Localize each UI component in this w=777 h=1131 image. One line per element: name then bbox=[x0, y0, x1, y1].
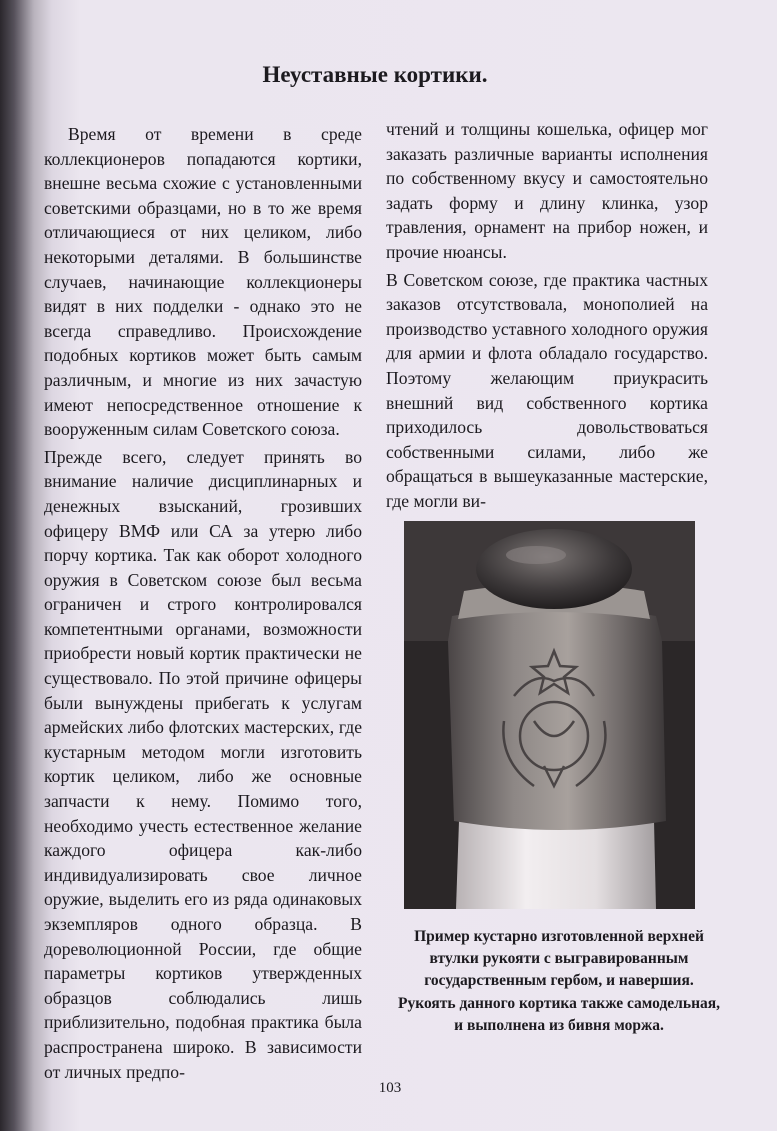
paragraph: чтений и толщины кошелька, офицер мог заказать различные варианты исполнения по собственному вкусу и самостоятельно задать форму и длину клинка, узор травления, орнамент на прибор ножен, и прочие нюансы. bbox=[386, 119, 708, 262]
right-text-column bbox=[386, 117, 708, 514]
left-text-column bbox=[44, 122, 362, 1084]
paragraph: В Советском союзе, где практика частных заказов отсутствовала, монополией на производство уставного холодного оружия для армии и флота обладало государство. Поэтому желающим приукрасить внешний вид собственного кортика приходилось довольствоваться собственными силами, либо же обращаться в вышеуказанные мастерские, где могли ви- bbox=[386, 269, 708, 511]
paragraph: Время от времени в среде коллекционеров попадаются кортики, внешне весьма схожие с установленными советскими образцами, но в то же время отличающиеся от них целиком, либо некоторыми деталями. В большинстве случаев, начинающие коллекционеры видят в них подделки - однако это не всегда справедливо. Происхождение подобных кортиков может быть самым различным, и многие из них зачастую имеют непосредственное отношение к вооруженным силам Советского союза. bbox=[44, 124, 362, 440]
page-number: 103 bbox=[378, 1080, 402, 1096]
paragraph: Прежде всего, следует принять во внимание наличие дисциплинарных и денежных взысканий, грозивших офицеру ВМФ или СА за утерю либо порчу кортика. Так как оборот холодного оружия в Советском союзе был весьма ограничен и строго контролировался компетентными органами, возможности приобрести новый кортик практически не существовало. По этой причине офицеры были вынуждены прибегать к услугам армейских либо флотских мастерских, где кустарным методом могли изготовить кортик целиком, либо же основные запчасти к нему. Помимо того, необходимо учесть естественное желание каждого офицера как-либо индивидуализировать свое личное оружие, выделить его из ряда одинаковых экземпляров одного образца. В дореволюционной России, где общие параметры кортиков утвержденных образцов соблюдались лишь приблизительно, подобная практика была распространена широко. В зависимости от личных предпо- bbox=[44, 446, 362, 1082]
page-title: Неуставные кортики. bbox=[262, 62, 488, 87]
dirk-handle-illustration bbox=[404, 521, 695, 909]
figure-caption: Пример кустарно изготовленной верхней втулки рукояти с выгравированным государственным гербом, и навершия. Рукоять данного кортика также самодельная, и выполнена из бивня моржа. bbox=[398, 928, 721, 1034]
dirk-handle-photo bbox=[404, 521, 695, 909]
